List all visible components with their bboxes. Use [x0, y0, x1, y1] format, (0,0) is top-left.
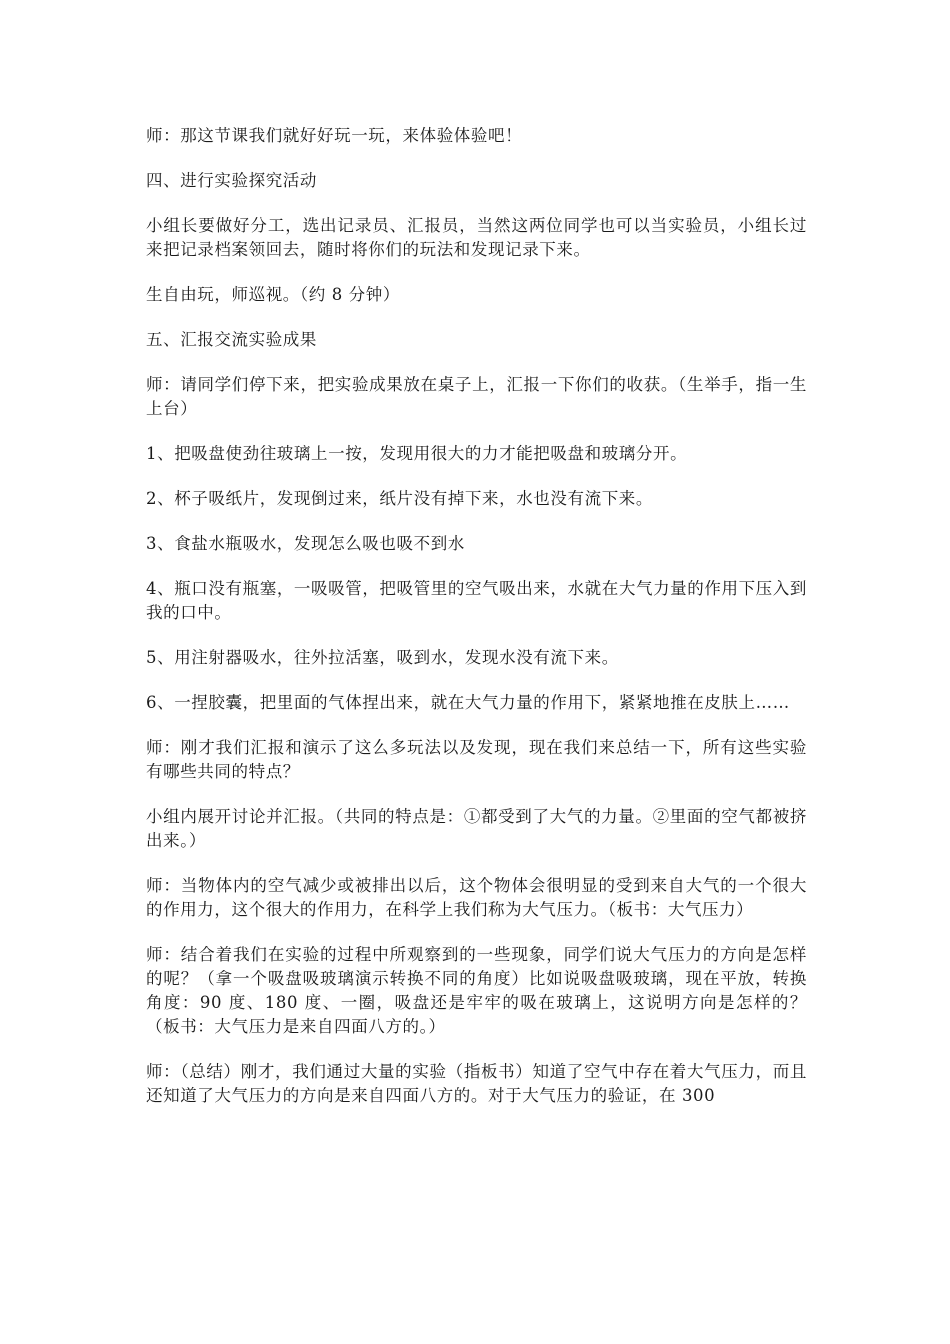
paragraph-teacher-summary-question: 师：刚才我们汇报和演示了这么多玩法以及发现，现在我们来总结一下，所有这些实验有哪些共同的特点？	[146, 738, 807, 781]
paragraph-group-discussion: 小组内展开讨论并汇报。（共同的特点是：①都受到了大气的力量。②里面的空气都被挤出来。）	[146, 807, 807, 850]
list-item-5: 5、用注射器吸水，往外拉活塞，吸到水，发现水没有流下来。	[146, 648, 619, 667]
paragraph-teacher-report: 师：请同学们停下来，把实验成果放在桌子上，汇报一下你们的收获。（生举手，指一生上台）	[146, 375, 807, 418]
paragraph-teacher-air-pressure: 师：当物体内的空气减少或被排出以后，这个物体会很明显的受到来自大气的一个很大的作用力，这个很大的作用力，在科学上我们称为大气压力。（板书：大气压力）	[146, 876, 807, 919]
list-item-3: 3、食盐水瓶吸水，发现怎么吸也吸不到水	[146, 534, 465, 553]
paragraph-teacher-intro: 师：那这节课我们就好好玩一玩，来体验体验吧！	[146, 126, 523, 145]
list-item-1: 1、把吸盘使劲往玻璃上一按，发现用很大的力才能把吸盘和玻璃分开。	[146, 444, 688, 463]
paragraph-teacher-direction: 师：结合着我们在实验的过程中所观察到的一些现象，同学们说大气压力的方向是怎样的呢？（拿一个吸盘吸玻璃演示转换不同的角度）比如说吸盘吸玻璃，现在平放，转换角度：90 度、180 度、一圈，吸盘还是牢牢的吸在玻璃上，这说明方向是怎样的？（板书：大气压力是来自四面八方的。）	[146, 945, 807, 1036]
list-item-4: 4、瓶口没有瓶塞，一吸吸管，把吸管里的空气吸出来，水就在大气力量的作用下压入到我的口中。	[146, 579, 807, 622]
section-heading-5: 五、汇报交流实验成果	[146, 330, 317, 349]
paragraph-group-roles: 小组长要做好分工，选出记录员、汇报员，当然这两位同学也可以当实验员，小组长过来把记录档案领回去，随时将你们的玩法和发现记录下来。	[146, 216, 807, 259]
list-item-2: 2、杯子吸纸片，发现倒过来，纸片没有掉下来，水也没有流下来。	[146, 489, 653, 508]
paragraph-teacher-conclusion: 师：（总结）刚才，我们通过大量的实验（指板书）知道了空气中存在着大气压力，而且还知道了大气压力的方向是来自四面八方的。对于大气压力的验证，在 300	[146, 1062, 807, 1105]
section-heading-4: 四、进行实验探究活动	[146, 171, 317, 190]
paragraph-free-play: 生自由玩，师巡视。（约 8 分钟）	[146, 285, 400, 304]
list-item-6: 6、一捏胶囊，把里面的气体捏出来，就在大气力量的作用下，紧紧地推在皮肤上……	[146, 693, 790, 712]
